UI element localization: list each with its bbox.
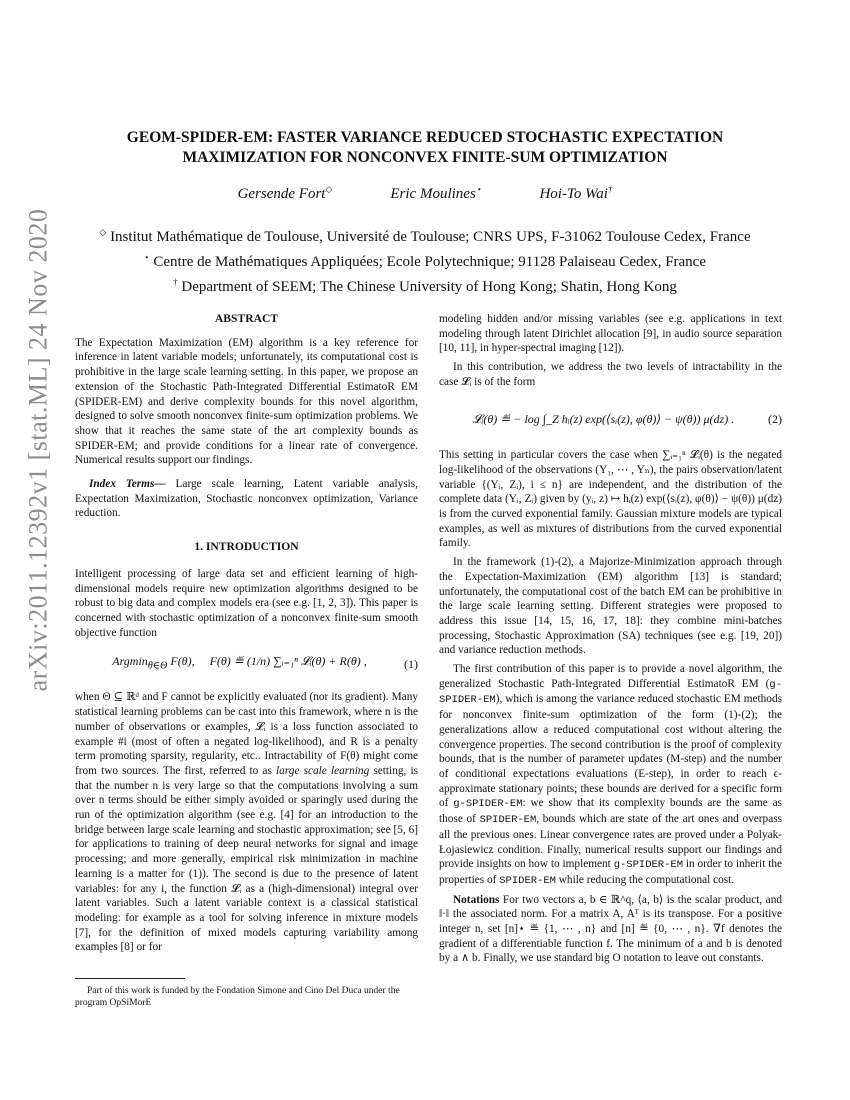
paragraph: The first contribution of this paper is to provide a novel algorithm, the generalized Stochastic Path-Integrated Differential EstimatoR EM (g-SPIDER-EM), which is among the variance reduced stochastic EM methods for nonconvex finite-sum optimization of the form (1)-(2); the generalizations allow a reduced computational cost without altering the convergence properties. The second contribution is the proof of complexity bounds, that is the number of parameter updates (M-step) and the number of conditional expectations evaluations (E-step), in order to reach ϵ-approximate stationary points; these bounds are derived for a specific form of g-SPIDER-EM: we show that its complexity bounds are the same as those of SPIDER-EM, bounds which are state of the art ones and overpass all the previous ones. Linear convergence rates are proved under a Polyak-Łojasiewicz condition. Finally, numerical results support our findings and provide insights on how to implement g-SPIDER-EM in order to inherit the properties of SPIDER-EM while reducing the computational cost. bbox=[439, 663, 783, 887]
paragraph: modeling hidden and/or missing variables (see e.g. applications in text modeling through latent Dirichlet allocation [9], in audio source separation [10, 11], in hyper-spectral imaging [12]). bbox=[439, 313, 782, 355]
arxiv-stamp: arXiv:2011.12392v1 [stat.ML] 24 Nov 2020 bbox=[23, 208, 52, 692]
abstract-text: The Expectation Maximization (EM) algorithm is a key reference for inference in latent variable models; unfortunately, its computational cost is prohibitive in the large scale learning setting. In this paper, we propose an extension of the Stochastic Path-Integrated Differential EstimatoR EM (SPIDER-EM) and derive complexity bounds for this novel algorithm, designed to solve smooth nonconvex finite-sum optimization problems. We show that it reaches the same state of the art complexity bounds as SPIDER-EM; and provide conditions for a linear rate of convergence. Numerical results support our findings. bbox=[75, 336, 418, 467]
paragraph: Intelligent processing of large data set and efficient learning of high-dimensional models require new optimization algorithms designed to be robust to big data and complex models era (see e.g. [1, 2, 3]). This paper is concerned with stochastic optimization of a nonconvex finite-sum smooth objective function bbox=[75, 567, 418, 639]
equation-2: 𝓛ᵢ(θ) ≝ − log ∫_Z hᵢ(z) exp(⟨sᵢ(z), φ(θ)⟩ − ψ(θ)) μ(dz) . (2) bbox=[472, 411, 782, 426]
paragraph: In the framework (1)-(2), a Majorize-Minimization approach through the Expectation-Maximization (EM) algorithm [13] is standard; unfortunately, the computational cost of the batch EM can be prohibitive in the large scale learning setting. Different strategies were proposed to address this issue [14, 15, 16, 17, 18]: they combine mini-batches processing, Stochastic Approximation (SA) techniques (see e.g. [19, 20]) and variance reduction methods. bbox=[439, 556, 782, 657]
right-column bbox=[439, 312, 782, 966]
author-list bbox=[75, 184, 775, 203]
footnote-rule bbox=[75, 978, 185, 979]
section-heading: 1. INTRODUCTION bbox=[194, 540, 299, 554]
paragraph: when Θ ⊆ ℝᵈ and F cannot be explicitly evaluated (nor its gradient). Many statistical learning problems can be cast into this framework, where n is the number of observations or examples, 𝓛ᵢ is a loss function associated to example #i (most of often a negated log-likelihood), and R is a penalty term promoting sparsity, regularity, etc.. Intractability of F(θ) might come from two sources. The first, referred to as large scale learning setting, is that the number n is very large so that the computations involving a sum over n terms should be either simply avoided or sparingly used during the run of the optimization algorithm (see e.g. [4] for an introduction to the bridge between large scale learning and stochastic approximation; see [5, 6] for applications to training of deep neural networks for signal and image processing; and more generally, empirical risk minimization in machine learning is a matter for (1)). The second is due to the presence of latent variables: for any i, the function 𝓛ᵢ as a (high-dimensional) integral over latent variables. Such a latent variable context is a classical statistical modeling: for example as a tool for solving inference in mixture models [7], for the definition of mixed models capturing variability among examples [8] or for bbox=[75, 691, 418, 954]
paper-title bbox=[75, 128, 775, 168]
equation-number: (2) bbox=[768, 411, 782, 426]
notations-paragraph: Notations For two vectors a, b ∈ ℝ^q, ⟨a, b⟩ is the scalar product, and ‖·‖ the associated norm. For a matrix A, Aᵀ is its transpose. For a positive integer n, set [n]⋆ ≝ {1, ⋯ , n} and [n] ≝ {0, ⋯ , n}. ∇f denotes the gradient of a differentiable function f. The minimum of a and b is denoted by a ∧ b. Finally, we use standard big O notation to leave out constants. bbox=[439, 893, 782, 965]
left-column bbox=[75, 312, 418, 955]
footnote: Part of this work is funded by the Fondation Simone and Cino Del Duca under the program OpSiMorE bbox=[75, 978, 418, 1009]
equation-1: Argmin$_{\theta\in\Theta}$ F(θ), F(θ) ≝ (1/n) ∑ᵢ₌₁ⁿ 𝓛ᵢ(θ) + R(θ) , (1) bbox=[112, 654, 418, 672]
abstract-heading: ABSTRACT bbox=[214, 312, 279, 325]
affiliations bbox=[75, 222, 775, 297]
author: Eric Moulines⋆ bbox=[390, 184, 482, 202]
title-line-2: MAXIMIZATION FOR NONCONVEX FINITE-SUM OPTIMIZATION bbox=[182, 149, 668, 166]
author: Gersende Fort◇ bbox=[237, 184, 333, 202]
affiliation: † Department of SEEM; The Chinese University of Hong Kong; Shatin, Hong Kong bbox=[173, 277, 677, 295]
title-line-1: GEOM-SPIDER-EM: FASTER VARIANCE REDUCED STOCHASTIC EXPECTATION bbox=[126, 129, 724, 146]
affiliation: ◇ Institut Mathématique de Toulouse, Université de Toulouse; CNRS UPS, F-31062 Toulouse Cedex, France bbox=[99, 227, 751, 245]
paragraph: This setting in particular covers the case when ∑ᵢ₌₁ⁿ 𝓛ᵢ(θ) is the negated log-likelihood of the observations (Y₁, ⋯ , Yₙ), the pairs observation/latent variable {(Yᵢ, Zᵢ), i ≤ n} are independent, and the distribution of the complete data (Yᵢ, Zᵢ) given by (yᵢ, z) ↦ hᵢ(z) exp(⟨sᵢ(z), φ(θ)⟩ − ψ(θ)) μ(dz) is from the curved exponential family. Gaussian mixture models are typical examples, as well as mixtures of distributions from the curved exponential family. bbox=[439, 449, 782, 550]
equation-number: (1) bbox=[404, 657, 418, 672]
author: Hoi-To Wai† bbox=[539, 184, 613, 202]
index-terms: Index Terms— Large scale learning, Latent variable analysis, Expectation Maximization, Stochastic nonconvex optimization, Variance reduction. bbox=[75, 478, 418, 520]
affiliation: ⋆ Centre de Mathématiques Appliquées; Ecole Polytechnique; 91128 Palaiseau Cedex, France bbox=[143, 252, 707, 270]
paragraph: In this contribution, we address the two levels of intractability in the case 𝓛ᵢ is of the form bbox=[439, 361, 782, 388]
